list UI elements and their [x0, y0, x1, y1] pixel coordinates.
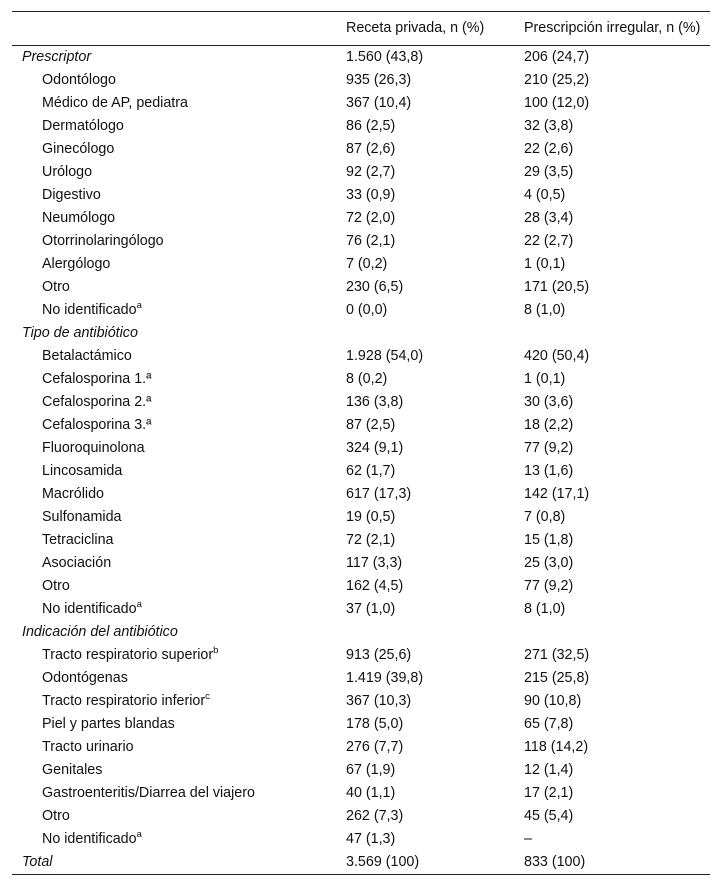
- row-label: Neumólogo: [42, 210, 116, 226]
- table-row: [12, 46, 710, 70]
- table-row: [12, 322, 710, 345]
- table-row: [12, 184, 710, 207]
- value-irregular: 22 (2,6): [524, 141, 574, 157]
- table-row: [12, 138, 710, 161]
- value-receta: 33 (0,9): [346, 187, 396, 203]
- row-label: Cefalosporina 2.ª: [42, 394, 152, 410]
- value-receta: 136 (3,8): [346, 394, 404, 410]
- value-receta: 617 (17,3): [346, 486, 412, 502]
- value-receta: 0 (0,0): [346, 302, 388, 318]
- value-irregular: 833 (100): [524, 851, 710, 875]
- table-row: [12, 414, 710, 437]
- header-empty-cell: [12, 12, 346, 46]
- value-irregular: 7 (0,8): [524, 509, 566, 525]
- row-label: Otorrinolaringólogo: [42, 233, 164, 249]
- value-irregular: 18 (2,2): [524, 417, 574, 433]
- value-receta: 913 (25,6): [346, 647, 412, 663]
- value-receta: 117 (3,3): [346, 555, 403, 571]
- value-irregular: 420 (50,4): [524, 348, 590, 364]
- value-receta: 8 (0,2): [346, 371, 388, 387]
- row-label: Dermatólogo: [42, 118, 124, 134]
- row-label: Médico de AP, pediatra: [42, 95, 188, 111]
- value-receta: 76 (2,1): [346, 233, 396, 249]
- row-label: Lincosamida: [42, 463, 123, 479]
- row-label: Urólogo: [42, 164, 93, 180]
- table-row: [12, 345, 710, 368]
- table-row: [12, 805, 710, 828]
- row-label-cell: [12, 598, 346, 621]
- table-row: [12, 644, 710, 667]
- row-label-cell: [12, 828, 346, 851]
- value-irregular: 13 (1,6): [524, 463, 574, 479]
- footnote-marker: a: [136, 599, 142, 610]
- table-row: [12, 759, 710, 782]
- value-receta: 1.928 (54,0): [346, 348, 424, 364]
- row-label-cell: [12, 299, 346, 322]
- value-receta: 47 (1,3): [346, 831, 396, 847]
- value-irregular: 1 (0,1): [524, 256, 566, 272]
- table-row: [12, 368, 710, 391]
- table-row: [12, 115, 710, 138]
- value-irregular: 32 (3,8): [524, 118, 574, 134]
- value-irregular: 12 (1,4): [524, 762, 574, 778]
- value-receta: [346, 621, 524, 644]
- value-receta: 162 (4,5): [346, 578, 404, 594]
- header-prescripcion-irregular: Prescripción irregular, n (%): [524, 12, 710, 46]
- row-label: Macrólido: [42, 486, 104, 502]
- table-row: [12, 621, 710, 644]
- footnote-marker: b: [213, 645, 219, 656]
- value-irregular: 215 (25,8): [524, 670, 590, 686]
- value-receta: 1.560 (43,8): [346, 49, 424, 65]
- table-header: [12, 12, 710, 46]
- value-irregular: 65 (7,8): [524, 716, 574, 732]
- value-receta: 276 (7,7): [346, 739, 404, 755]
- row-label: Alergólogo: [42, 256, 111, 272]
- value-irregular: 30 (3,6): [524, 394, 574, 410]
- row-label: Cefalosporina 1.ª: [42, 371, 152, 387]
- row-label: Tetraciclina: [42, 532, 114, 548]
- table-body: [12, 46, 710, 875]
- value-irregular: 15 (1,8): [524, 532, 574, 548]
- value-irregular: 22 (2,7): [524, 233, 574, 249]
- value-irregular: 100 (12,0): [524, 95, 590, 111]
- value-receta: 67 (1,9): [346, 762, 396, 778]
- table-row: [12, 782, 710, 805]
- row-label: No identificado: [42, 601, 137, 617]
- value-receta: 230 (6,5): [346, 279, 404, 295]
- value-irregular: 17 (2,1): [524, 785, 574, 801]
- value-receta: 40 (1,1): [346, 785, 396, 801]
- table-row: [12, 460, 710, 483]
- table-row: [12, 575, 710, 598]
- table-row: [12, 667, 710, 690]
- row-label: Cefalosporina 3.ª: [42, 417, 152, 433]
- row-label: Digestivo: [42, 187, 101, 203]
- table-row-total: [12, 851, 710, 875]
- row-label: Fluoroquinolona: [42, 440, 145, 456]
- row-label: Asociación: [42, 555, 112, 571]
- value-receta: 324 (9,1): [346, 440, 404, 456]
- row-label: Otro: [42, 279, 70, 295]
- value-receta: 92 (2,7): [346, 164, 396, 180]
- row-label-cell: [12, 644, 346, 667]
- table-row: [12, 276, 710, 299]
- header-row: [12, 12, 710, 46]
- value-irregular: 77 (9,2): [524, 440, 574, 456]
- table-row: [12, 69, 710, 92]
- value-irregular: 90 (10,8): [524, 693, 582, 709]
- total-label: Total: [12, 851, 346, 875]
- value-irregular: [524, 621, 710, 644]
- section-label: Indicación del antibiótico: [22, 624, 178, 640]
- table-row: [12, 529, 710, 552]
- value-irregular: 8 (1,0): [524, 601, 566, 617]
- table-row: [12, 552, 710, 575]
- table-row: [12, 713, 710, 736]
- footnote-marker: a: [136, 300, 142, 311]
- value-receta: [346, 322, 524, 345]
- value-receta: 72 (2,1): [346, 532, 396, 548]
- value-irregular: 142 (17,1): [524, 486, 590, 502]
- value-receta: 178 (5,0): [346, 716, 404, 732]
- value-irregular: [524, 322, 710, 345]
- value-irregular: 77 (9,2): [524, 578, 574, 594]
- row-label: Odontólogo: [42, 72, 116, 88]
- value-irregular: 171 (20,5): [524, 279, 590, 295]
- footnote-marker: c: [205, 691, 210, 702]
- value-receta: 935 (26,3): [346, 72, 412, 88]
- value-irregular: 28 (3,4): [524, 210, 574, 226]
- value-receta: 7 (0,2): [346, 256, 388, 272]
- row-label: Otro: [42, 578, 70, 594]
- value-irregular: 210 (25,2): [524, 72, 590, 88]
- table-row: [12, 437, 710, 460]
- table-row: [12, 253, 710, 276]
- row-label: Tracto respiratorio inferior: [42, 693, 206, 709]
- value-irregular: 4 (0,5): [524, 187, 566, 203]
- value-irregular: –: [524, 831, 532, 847]
- value-receta: 19 (0,5): [346, 509, 396, 525]
- row-label: Otro: [42, 808, 70, 824]
- row-label: No identificado: [42, 831, 137, 847]
- value-irregular: 25 (3,0): [524, 555, 574, 571]
- value-receta: 62 (1,7): [346, 463, 396, 479]
- row-label: Ginecólogo: [42, 141, 115, 157]
- value-receta: 87 (2,5): [346, 417, 396, 433]
- row-label: Betalactámico: [42, 348, 132, 364]
- table-row: [12, 230, 710, 253]
- section-label: Prescriptor: [22, 49, 92, 65]
- value-irregular: 45 (5,4): [524, 808, 574, 824]
- value-receta: 37 (1,0): [346, 601, 396, 617]
- table-row: [12, 690, 710, 713]
- row-label: Piel y partes blandas: [42, 716, 175, 732]
- table-row: [12, 828, 710, 851]
- row-label: Gastroenteritis/Diarrea del viajero: [42, 785, 255, 801]
- value-receta: 367 (10,3): [346, 693, 412, 709]
- value-irregular: 118 (14,2): [524, 739, 589, 755]
- value-irregular: 29 (3,5): [524, 164, 574, 180]
- value-receta: 87 (2,6): [346, 141, 396, 157]
- header-receta-privada: Receta privada, n (%): [346, 12, 524, 46]
- data-table: [12, 11, 710, 875]
- row-label: No identificado: [42, 302, 137, 318]
- table-row: [12, 598, 710, 621]
- row-label: Genitales: [42, 762, 103, 778]
- row-label: Tracto urinario: [42, 739, 134, 755]
- value-receta: 3.569 (100): [346, 851, 524, 875]
- table-row: [12, 506, 710, 529]
- value-irregular: 271 (32,5): [524, 647, 590, 663]
- table-row: [12, 207, 710, 230]
- row-label: Sulfonamida: [42, 509, 122, 525]
- value-receta: 72 (2,0): [346, 210, 396, 226]
- footnote-marker: a: [136, 829, 142, 840]
- value-receta: 1.419 (39,8): [346, 670, 424, 686]
- section-label: Tipo de antibiótico: [22, 325, 138, 341]
- table-row: [12, 483, 710, 506]
- table-row: [12, 391, 710, 414]
- value-irregular: 1 (0,1): [524, 371, 566, 387]
- value-receta: 262 (7,3): [346, 808, 404, 824]
- table-row: [12, 736, 710, 759]
- table-row: [12, 92, 710, 115]
- value-irregular: 8 (1,0): [524, 302, 566, 318]
- value-receta: 367 (10,4): [346, 95, 412, 111]
- value-irregular: 206 (24,7): [524, 49, 590, 65]
- row-label: Tracto respiratorio superior: [42, 647, 214, 663]
- table-row: [12, 161, 710, 184]
- row-label: Odontógenas: [42, 670, 128, 686]
- row-label-cell: [12, 690, 346, 713]
- value-receta: 86 (2,5): [346, 118, 396, 134]
- table-row: [12, 299, 710, 322]
